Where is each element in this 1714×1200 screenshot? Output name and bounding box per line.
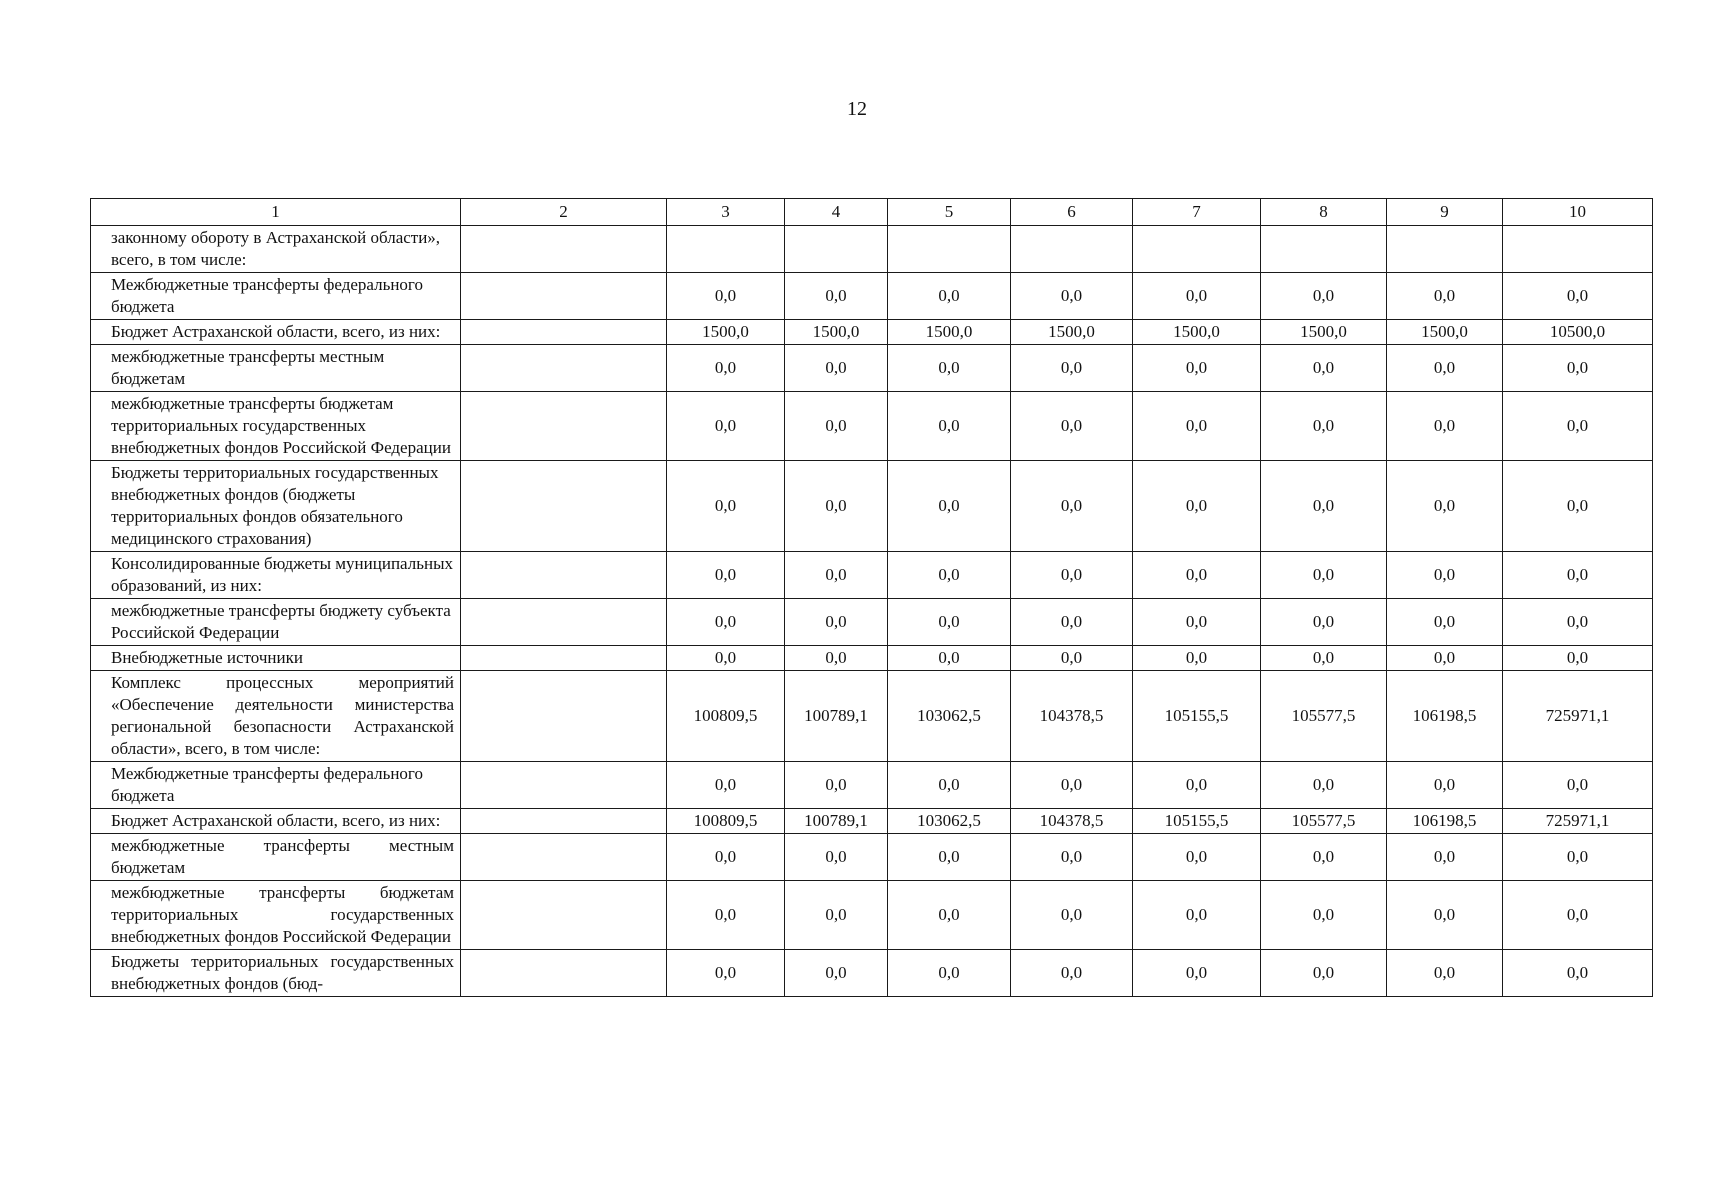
- table-row: [91, 762, 1653, 809]
- value-cell-col3: 1500,0: [667, 320, 785, 345]
- column-header-8: 8: [1261, 199, 1387, 226]
- value-cell-col4: 0,0: [785, 552, 888, 599]
- value-cell-col8: 105577,5: [1261, 671, 1387, 762]
- row-col2-cell: [461, 226, 667, 273]
- value-cell-col6: 0,0: [1011, 950, 1133, 997]
- value-cell-col3: 0,0: [667, 950, 785, 997]
- value-cell-col5: 0,0: [888, 552, 1011, 599]
- row-col2-cell: [461, 345, 667, 392]
- value-cell-col3: 0,0: [667, 552, 785, 599]
- value-cell-col10: 0,0: [1503, 834, 1653, 881]
- value-cell-col10: 0,0: [1503, 881, 1653, 950]
- value-cell-col6: 0,0: [1011, 552, 1133, 599]
- value-cell-col5: 0,0: [888, 646, 1011, 671]
- value-cell-col4: 0,0: [785, 273, 888, 320]
- row-name-cell: Консолидированные бюджеты муниципальных образований, из них:: [91, 552, 461, 599]
- table-row: [91, 950, 1653, 997]
- value-cell-col9: 0,0: [1387, 273, 1503, 320]
- row-name-cell: межбюджетные трансферты местным бюджетам: [91, 834, 461, 881]
- value-cell-col7: 105155,5: [1133, 671, 1261, 762]
- value-cell-col6: 0,0: [1011, 273, 1133, 320]
- table-row: [91, 226, 1653, 273]
- table-row: [91, 881, 1653, 950]
- value-cell-col9: 106198,5: [1387, 671, 1503, 762]
- page-number: 12: [847, 98, 867, 120]
- row-col2-cell: [461, 461, 667, 552]
- value-cell-col8: 0,0: [1261, 762, 1387, 809]
- row-col2-cell: [461, 881, 667, 950]
- value-cell-col4: 0,0: [785, 881, 888, 950]
- value-cell-col5: 1500,0: [888, 320, 1011, 345]
- value-cell-col6: 0,0: [1011, 646, 1133, 671]
- value-cell-col10: 725971,1: [1503, 809, 1653, 834]
- value-cell-col7: 0,0: [1133, 461, 1261, 552]
- value-cell-col7: 0,0: [1133, 834, 1261, 881]
- value-cell-col7: 1500,0: [1133, 320, 1261, 345]
- value-cell-col6: 0,0: [1011, 881, 1133, 950]
- value-cell-col5: 0,0: [888, 834, 1011, 881]
- table-row: [91, 552, 1653, 599]
- value-cell-col3: 0,0: [667, 392, 785, 461]
- value-cell-col6: 104378,5: [1011, 809, 1133, 834]
- value-cell-col3: 0,0: [667, 461, 785, 552]
- value-cell-col5: 0,0: [888, 392, 1011, 461]
- row-col2-cell: [461, 392, 667, 461]
- table-body: [91, 226, 1653, 997]
- row-col2-cell: [461, 646, 667, 671]
- column-header-1: 1: [91, 199, 461, 226]
- value-cell-col9: 1500,0: [1387, 320, 1503, 345]
- value-cell-col8: 0,0: [1261, 950, 1387, 997]
- table-row: [91, 345, 1653, 392]
- row-name-cell: Бюджеты территориальных государственных внебюджетных фондов (бюд-: [91, 950, 461, 997]
- value-cell-col10: 725971,1: [1503, 671, 1653, 762]
- column-header-6: 6: [1011, 199, 1133, 226]
- table-row: [91, 273, 1653, 320]
- value-cell-col10: 0,0: [1503, 273, 1653, 320]
- value-cell-col5: [888, 226, 1011, 273]
- value-cell-col4: 1500,0: [785, 320, 888, 345]
- table-row: [91, 320, 1653, 345]
- row-name-cell: Межбюджетные трансферты федерального бюджета: [91, 762, 461, 809]
- value-cell-col9: 0,0: [1387, 950, 1503, 997]
- value-cell-col9: 0,0: [1387, 552, 1503, 599]
- row-col2-cell: [461, 950, 667, 997]
- value-cell-col3: 0,0: [667, 834, 785, 881]
- value-cell-col4: 0,0: [785, 834, 888, 881]
- table-row: [91, 834, 1653, 881]
- value-cell-col10: 10500,0: [1503, 320, 1653, 345]
- value-cell-col7: 0,0: [1133, 762, 1261, 809]
- value-cell-col8: 105577,5: [1261, 809, 1387, 834]
- value-cell-col7: 0,0: [1133, 950, 1261, 997]
- row-name-cell: Бюджеты территориальных государственных внебюджетных фондов (бюджеты территориальных фондов обязательного медицинского страхования): [91, 461, 461, 552]
- value-cell-col7: 0,0: [1133, 552, 1261, 599]
- value-cell-col10: 0,0: [1503, 461, 1653, 552]
- value-cell-col4: 0,0: [785, 599, 888, 646]
- value-cell-col7: 0,0: [1133, 599, 1261, 646]
- row-col2-cell: [461, 671, 667, 762]
- value-cell-col4: 0,0: [785, 461, 888, 552]
- value-cell-col8: 0,0: [1261, 599, 1387, 646]
- value-cell-col4: 0,0: [785, 392, 888, 461]
- value-cell-col5: 103062,5: [888, 809, 1011, 834]
- row-name-cell: Комплекс процессных мероприятий «Обеспечение деятельности министерства региональной безопасности Астраханской области», всего, в том числе:: [91, 671, 461, 762]
- value-cell-col3: 0,0: [667, 646, 785, 671]
- value-cell-col4: 0,0: [785, 950, 888, 997]
- value-cell-col4: [785, 226, 888, 273]
- value-cell-col7: 0,0: [1133, 392, 1261, 461]
- value-cell-col6: 0,0: [1011, 461, 1133, 552]
- value-cell-col3: 0,0: [667, 881, 785, 950]
- value-cell-col8: 0,0: [1261, 345, 1387, 392]
- column-header-4: 4: [785, 199, 888, 226]
- value-cell-col10: 0,0: [1503, 762, 1653, 809]
- value-cell-col5: 0,0: [888, 762, 1011, 809]
- value-cell-col10: 0,0: [1503, 646, 1653, 671]
- value-cell-col6: 1500,0: [1011, 320, 1133, 345]
- row-col2-cell: [461, 809, 667, 834]
- value-cell-col4: 0,0: [785, 762, 888, 809]
- table-row: [91, 461, 1653, 552]
- value-cell-col7: 0,0: [1133, 345, 1261, 392]
- row-name-cell: Межбюджетные трансферты федерального бюджета: [91, 273, 461, 320]
- value-cell-col9: 0,0: [1387, 881, 1503, 950]
- value-cell-col10: 0,0: [1503, 599, 1653, 646]
- value-cell-col9: 0,0: [1387, 392, 1503, 461]
- value-cell-col8: 0,0: [1261, 834, 1387, 881]
- value-cell-col8: 0,0: [1261, 273, 1387, 320]
- table-row: [91, 646, 1653, 671]
- value-cell-col5: 0,0: [888, 599, 1011, 646]
- row-col2-cell: [461, 273, 667, 320]
- value-cell-col8: 0,0: [1261, 392, 1387, 461]
- value-cell-col5: 0,0: [888, 273, 1011, 320]
- column-header-3: 3: [667, 199, 785, 226]
- value-cell-col7: [1133, 226, 1261, 273]
- value-cell-col7: 0,0: [1133, 646, 1261, 671]
- value-cell-col6: 0,0: [1011, 762, 1133, 809]
- value-cell-col8: 0,0: [1261, 646, 1387, 671]
- column-header-9: 9: [1387, 199, 1503, 226]
- table-row: [91, 809, 1653, 834]
- value-cell-col9: 0,0: [1387, 646, 1503, 671]
- value-cell-col8: 0,0: [1261, 461, 1387, 552]
- row-name-cell: межбюджетные трансферты бюджетам территориальных государственных внебюджетных фондов Российской Федерации: [91, 881, 461, 950]
- value-cell-col5: 103062,5: [888, 671, 1011, 762]
- value-cell-col10: 0,0: [1503, 392, 1653, 461]
- value-cell-col6: 0,0: [1011, 392, 1133, 461]
- budget-table: [90, 198, 1653, 997]
- value-cell-col5: 0,0: [888, 881, 1011, 950]
- value-cell-col3: 0,0: [667, 762, 785, 809]
- value-cell-col4: 0,0: [785, 646, 888, 671]
- value-cell-col6: 104378,5: [1011, 671, 1133, 762]
- table-header: [91, 199, 1653, 226]
- value-cell-col4: 100789,1: [785, 809, 888, 834]
- value-cell-col8: 1500,0: [1261, 320, 1387, 345]
- row-name-cell: Бюджет Астраханской области, всего, из них:: [91, 320, 461, 345]
- value-cell-col7: 0,0: [1133, 273, 1261, 320]
- row-name-cell: законному обороту в Астраханской области», всего, в том числе:: [91, 226, 461, 273]
- value-cell-col6: [1011, 226, 1133, 273]
- value-cell-col5: 0,0: [888, 461, 1011, 552]
- column-header-2: 2: [461, 199, 667, 226]
- row-name-cell: Внебюджетные источники: [91, 646, 461, 671]
- value-cell-col9: [1387, 226, 1503, 273]
- row-name-cell: межбюджетные трансферты бюджету субъекта Российской Федерации: [91, 599, 461, 646]
- value-cell-col4: 100789,1: [785, 671, 888, 762]
- value-cell-col9: 106198,5: [1387, 809, 1503, 834]
- value-cell-col3: 0,0: [667, 599, 785, 646]
- column-header-10: 10: [1503, 199, 1653, 226]
- value-cell-col9: 0,0: [1387, 461, 1503, 552]
- row-col2-cell: [461, 320, 667, 345]
- column-header-7: 7: [1133, 199, 1261, 226]
- value-cell-col8: 0,0: [1261, 881, 1387, 950]
- header-row: [91, 199, 1653, 226]
- row-col2-cell: [461, 834, 667, 881]
- value-cell-col3: 0,0: [667, 273, 785, 320]
- value-cell-col10: [1503, 226, 1653, 273]
- table-row: [91, 671, 1653, 762]
- value-cell-col6: 0,0: [1011, 834, 1133, 881]
- value-cell-col8: 0,0: [1261, 552, 1387, 599]
- value-cell-col9: 0,0: [1387, 834, 1503, 881]
- value-cell-col8: [1261, 226, 1387, 273]
- value-cell-col5: 0,0: [888, 345, 1011, 392]
- value-cell-col7: 0,0: [1133, 881, 1261, 950]
- value-cell-col10: 0,0: [1503, 345, 1653, 392]
- row-col2-cell: [461, 762, 667, 809]
- row-name-cell: межбюджетные трансферты местным бюджетам: [91, 345, 461, 392]
- value-cell-col6: 0,0: [1011, 345, 1133, 392]
- value-cell-col3: 0,0: [667, 345, 785, 392]
- table-row: [91, 392, 1653, 461]
- value-cell-col6: 0,0: [1011, 599, 1133, 646]
- value-cell-col5: 0,0: [888, 950, 1011, 997]
- value-cell-col7: 105155,5: [1133, 809, 1261, 834]
- value-cell-col10: 0,0: [1503, 552, 1653, 599]
- table-row: [91, 599, 1653, 646]
- value-cell-col3: 100809,5: [667, 809, 785, 834]
- value-cell-col3: [667, 226, 785, 273]
- value-cell-col9: 0,0: [1387, 345, 1503, 392]
- row-name-cell: межбюджетные трансферты бюджетам территориальных государственных внебюджетных фондов Российской Федерации: [91, 392, 461, 461]
- value-cell-col9: 0,0: [1387, 599, 1503, 646]
- row-name-cell: Бюджет Астраханской области, всего, из них:: [91, 809, 461, 834]
- value-cell-col10: 0,0: [1503, 950, 1653, 997]
- value-cell-col3: 100809,5: [667, 671, 785, 762]
- row-col2-cell: [461, 599, 667, 646]
- value-cell-col9: 0,0: [1387, 762, 1503, 809]
- row-col2-cell: [461, 552, 667, 599]
- value-cell-col4: 0,0: [785, 345, 888, 392]
- column-header-5: 5: [888, 199, 1011, 226]
